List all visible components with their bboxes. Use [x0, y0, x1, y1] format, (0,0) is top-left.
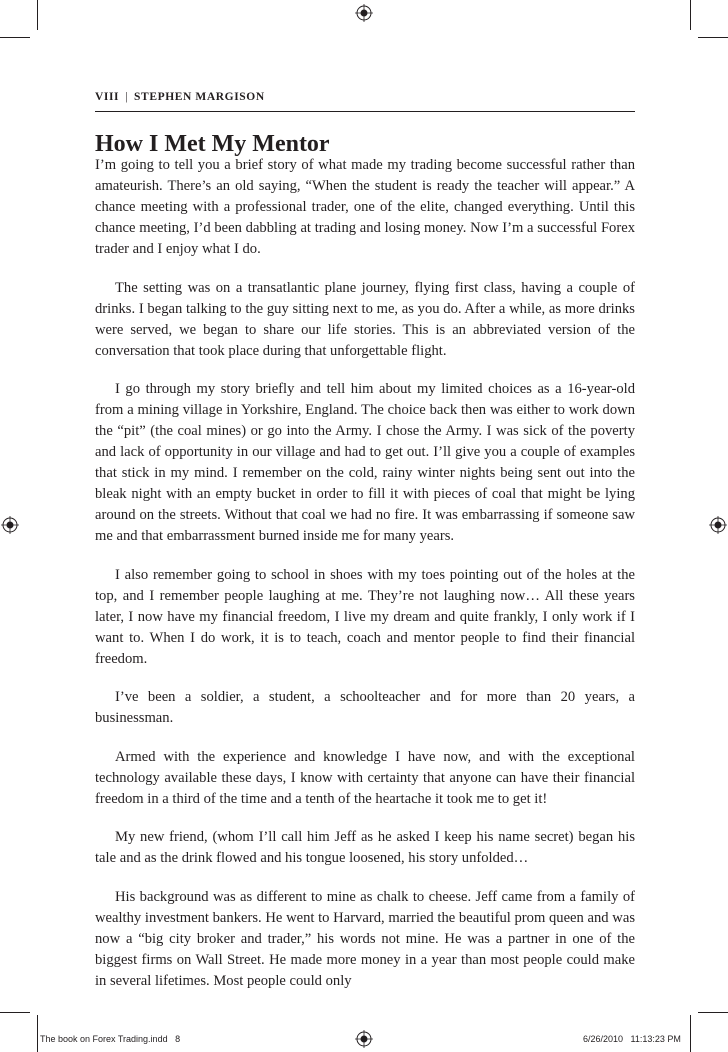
header-rule	[95, 111, 635, 112]
slug-file-name: The book on Forex Trading.indd 8	[40, 1034, 181, 1044]
paragraph-5: I’ve been a soldier, a student, a schoolteacher and for more than 20 years, a businessman.	[95, 689, 635, 726]
running-head-author: STEPHEN MARGISON	[134, 91, 265, 103]
paragraph-1: I’m going to tell you a brief story of what made my trading become successful rather than amateurish. There’s an old saying, “When the student is ready the teacher will appear.” A chance meeting with a professional trader, one of the elite, changed everything. Until this chance meeting, I’d been dabbling at trading and losing money. Now I’m a successful Forex trader and I enjoy what I do.	[95, 157, 635, 257]
paragraph-8: His background was as different to mine as chalk to cheese. Jeff came from a family of wealthy investment bankers. He went to Harvard, married the beautiful prom queen and was now a “big city broker and trader,” his words not mine. He was a partner in one of the biggest firms on Wall Street. He made more money in a year than most people could make in several lifetimes. Most people could only	[95, 888, 635, 989]
crop-mark-top-right-h	[698, 37, 728, 38]
running-head-separator: |	[125, 91, 129, 103]
chapter-title: How I Met My Mentor	[95, 131, 330, 157]
registration-mark-left-icon	[1, 516, 19, 534]
paragraph-6: Armed with the experience and knowledge I have now, and with the exceptional technology available these days, I know with certainty that anyone can have their financial freedom in a third of the time and a tenth of the heartache it took me to get it!	[95, 748, 635, 807]
page-number: VIII	[95, 91, 120, 103]
registration-mark-bottom-icon	[355, 1030, 373, 1048]
crop-mark-top-left-h	[0, 37, 30, 38]
crop-mark-top-right-v	[690, 0, 691, 30]
paragraph-2: The setting was on a transatlantic plane journey, flying first class, having a couple of drinks. I began talking to the guy sitting next to me, as you do. After a while, as more drinks were served, we began to share our life stories. This is an abbreviated version of the conversation that took place during that unforgettable flight.	[95, 279, 635, 359]
registration-mark-top-icon	[355, 4, 373, 22]
crop-mark-bottom-left-h	[0, 1012, 30, 1013]
paragraph-4: I also remember going to school in shoes with my toes pointing out of the holes at the top, and I remember people laughing at me. They’re not laughing now… All these years later, I now have my financial freedom, I live my dream and quite frankly, I only work if I want to. When I do work, it is to teach, coach and mentor people to find their financial freedom.	[95, 566, 635, 667]
paragraph-3: I go through my story briefly and tell him about my limited choices as a 16-year-old from a mining village in Yorkshire, England. The choice back then was either to work down the “pit” (the coal mines) or go into the Army. I chose the Army. I was sick of the poverty and lack of opportunity in our village and had to get out. I’ll give you a couple of examples that stick in my mind. I remember on the cold, rainy winter nights being sent out into the bleak night with an empty bucket in order to fill it with pieces of coal that might be lying around on the streets. Without that coal we had no fire. It was embarrassing if someone saw me and that embarrassment burned inside me for many years.	[95, 381, 635, 544]
registration-mark-right-icon	[709, 516, 727, 534]
crop-mark-top-left-v	[37, 0, 38, 30]
slug-date: 6/26/2010 11:13:23 PM	[583, 1034, 681, 1044]
crop-mark-bottom-right-h	[698, 1012, 728, 1013]
crop-mark-bottom-right-v	[690, 1015, 691, 1052]
body-text	[95, 155, 635, 1009]
crop-mark-bottom-left-v	[37, 1015, 38, 1052]
running-head	[95, 91, 635, 103]
paragraph-7: My new friend, (whom I’ll call him Jeff as he asked I keep his name secret) began his tale and as the drink flowed and his tongue loosened, his story unfolded…	[95, 829, 635, 866]
